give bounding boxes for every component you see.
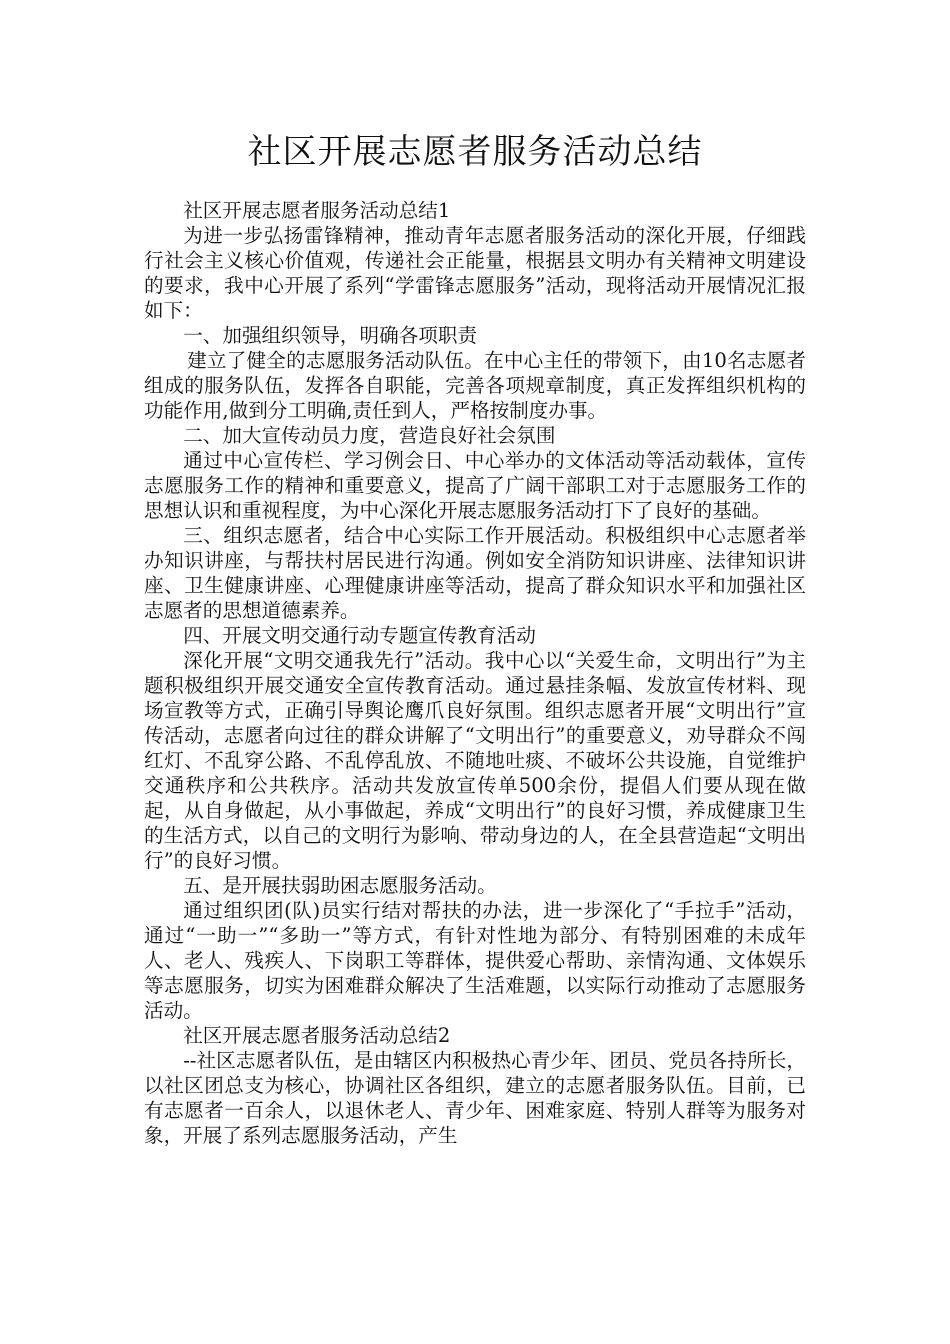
- section-heading: 五、是开展扶弱助困志愿服务活动。: [183, 874, 497, 897]
- paragraph: --社区志愿者队伍，是由辖区内积极热心青少年、团员、党员各持所长，以社区团总支为核心，协调社区各组织，建立的志愿者服务队伍。目前，已有志愿者一百余人，以退休老人、青少年、困难家庭、特别人群等为服务对象，开展了系列志愿服务活动，产生: [144, 1049, 806, 1147]
- paragraph: 深化开展“文明交通我先行”活动。我中心以“关爱生命，文明出行”为主题积极组织开展交通安全宣传教育活动。通过悬挂条幅、发放宣传材料、现场宣教等方式，正确引导舆论鹰爪良好氛围。组织志愿者开展“文明出行”宣传活动，志愿者向过往的群众讲解了“文明出行”的重要意义，劝导群众不闯红灯、不乱穿公路、不乱停乱放、不随地吐痰、不破坏公共设施，自觉维护交通秩序和公共秩序。活动共发放宣传单500余份，提倡人们要从现在做起，从自身做起，从小事做起，养成“文明出行”的良好习惯，养成健康卫生的生活方式，以自己的文明行为影响、带动身边的人，在全县营造起“文明出行”的良好习惯。: [144, 649, 806, 872]
- paragraph: 三、组织志愿者，结合中心实际工作开展活动。积极组织中心志愿者举办知识讲座，与帮扶村居民进行沟通。例如安全消防知识讲座、法律知识讲座、卫生健康讲座、心理健康讲座等活动，提高了群众知识水平和加强社区志愿者的思想道德素养。: [144, 524, 806, 622]
- document-title: 社区开展志愿者服务活动总结: [247, 132, 703, 172]
- section-heading: 一、加强组织领导，明确各项职责: [183, 324, 478, 347]
- paragraph: 通过组织团(队)员实行结对帮扶的办法，进一步深化了“手拉手”活动，通过“一助一”“多助一”等方式，有针对性地为部分、有特别困难的未成年人、老人、残疾人、下岗职工等群体，提供爱心帮助、亲情沟通、文体娱乐等志愿服务，切实为困难群众解决了生活难题，以实际行动推动了志愿服务活动。: [144, 899, 806, 1022]
- section-heading: 四、开展文明交通行动专题宣传教育活动: [183, 624, 536, 647]
- section-heading-2: 社区开展志愿者服务活动总结2: [183, 1024, 451, 1047]
- paragraph-intro: 为进一步弘扬雷锋精神，推动青年志愿者服务活动的深化开展，仔细践行社会主义核心价值观，传递社会正能量，根据县文明办有关精神文明建设的要求，我中心开展了系列“学雷锋志愿服务”活动，现将活动开展情况汇报如下：: [144, 224, 806, 322]
- paragraph: 建立了健全的志愿服务活动队伍。在中心主任的带领下，由10名志愿者组成的服务队伍，发挥各自职能，完善各项规章制度，真正发挥组织机构的功能作用,做到分工明确,责任到人，严格按制度办事。: [144, 349, 806, 422]
- section-heading-1: 社区开展志愿者服务活动总结1: [183, 199, 451, 222]
- paragraph: 通过中心宣传栏、学习例会日、中心举办的文体活动等活动载体，宣传志愿服务工作的精神和重要意义，提高了广阔干部职工对于志愿服务工作的思想认识和重视程度，为中心深化开展志愿服务活动打下了良好的基础。: [144, 449, 806, 522]
- section-heading: 二、加大宣传动员力度，营造良好社会氛围: [183, 424, 556, 447]
- document-page: [144, 128, 806, 1148]
